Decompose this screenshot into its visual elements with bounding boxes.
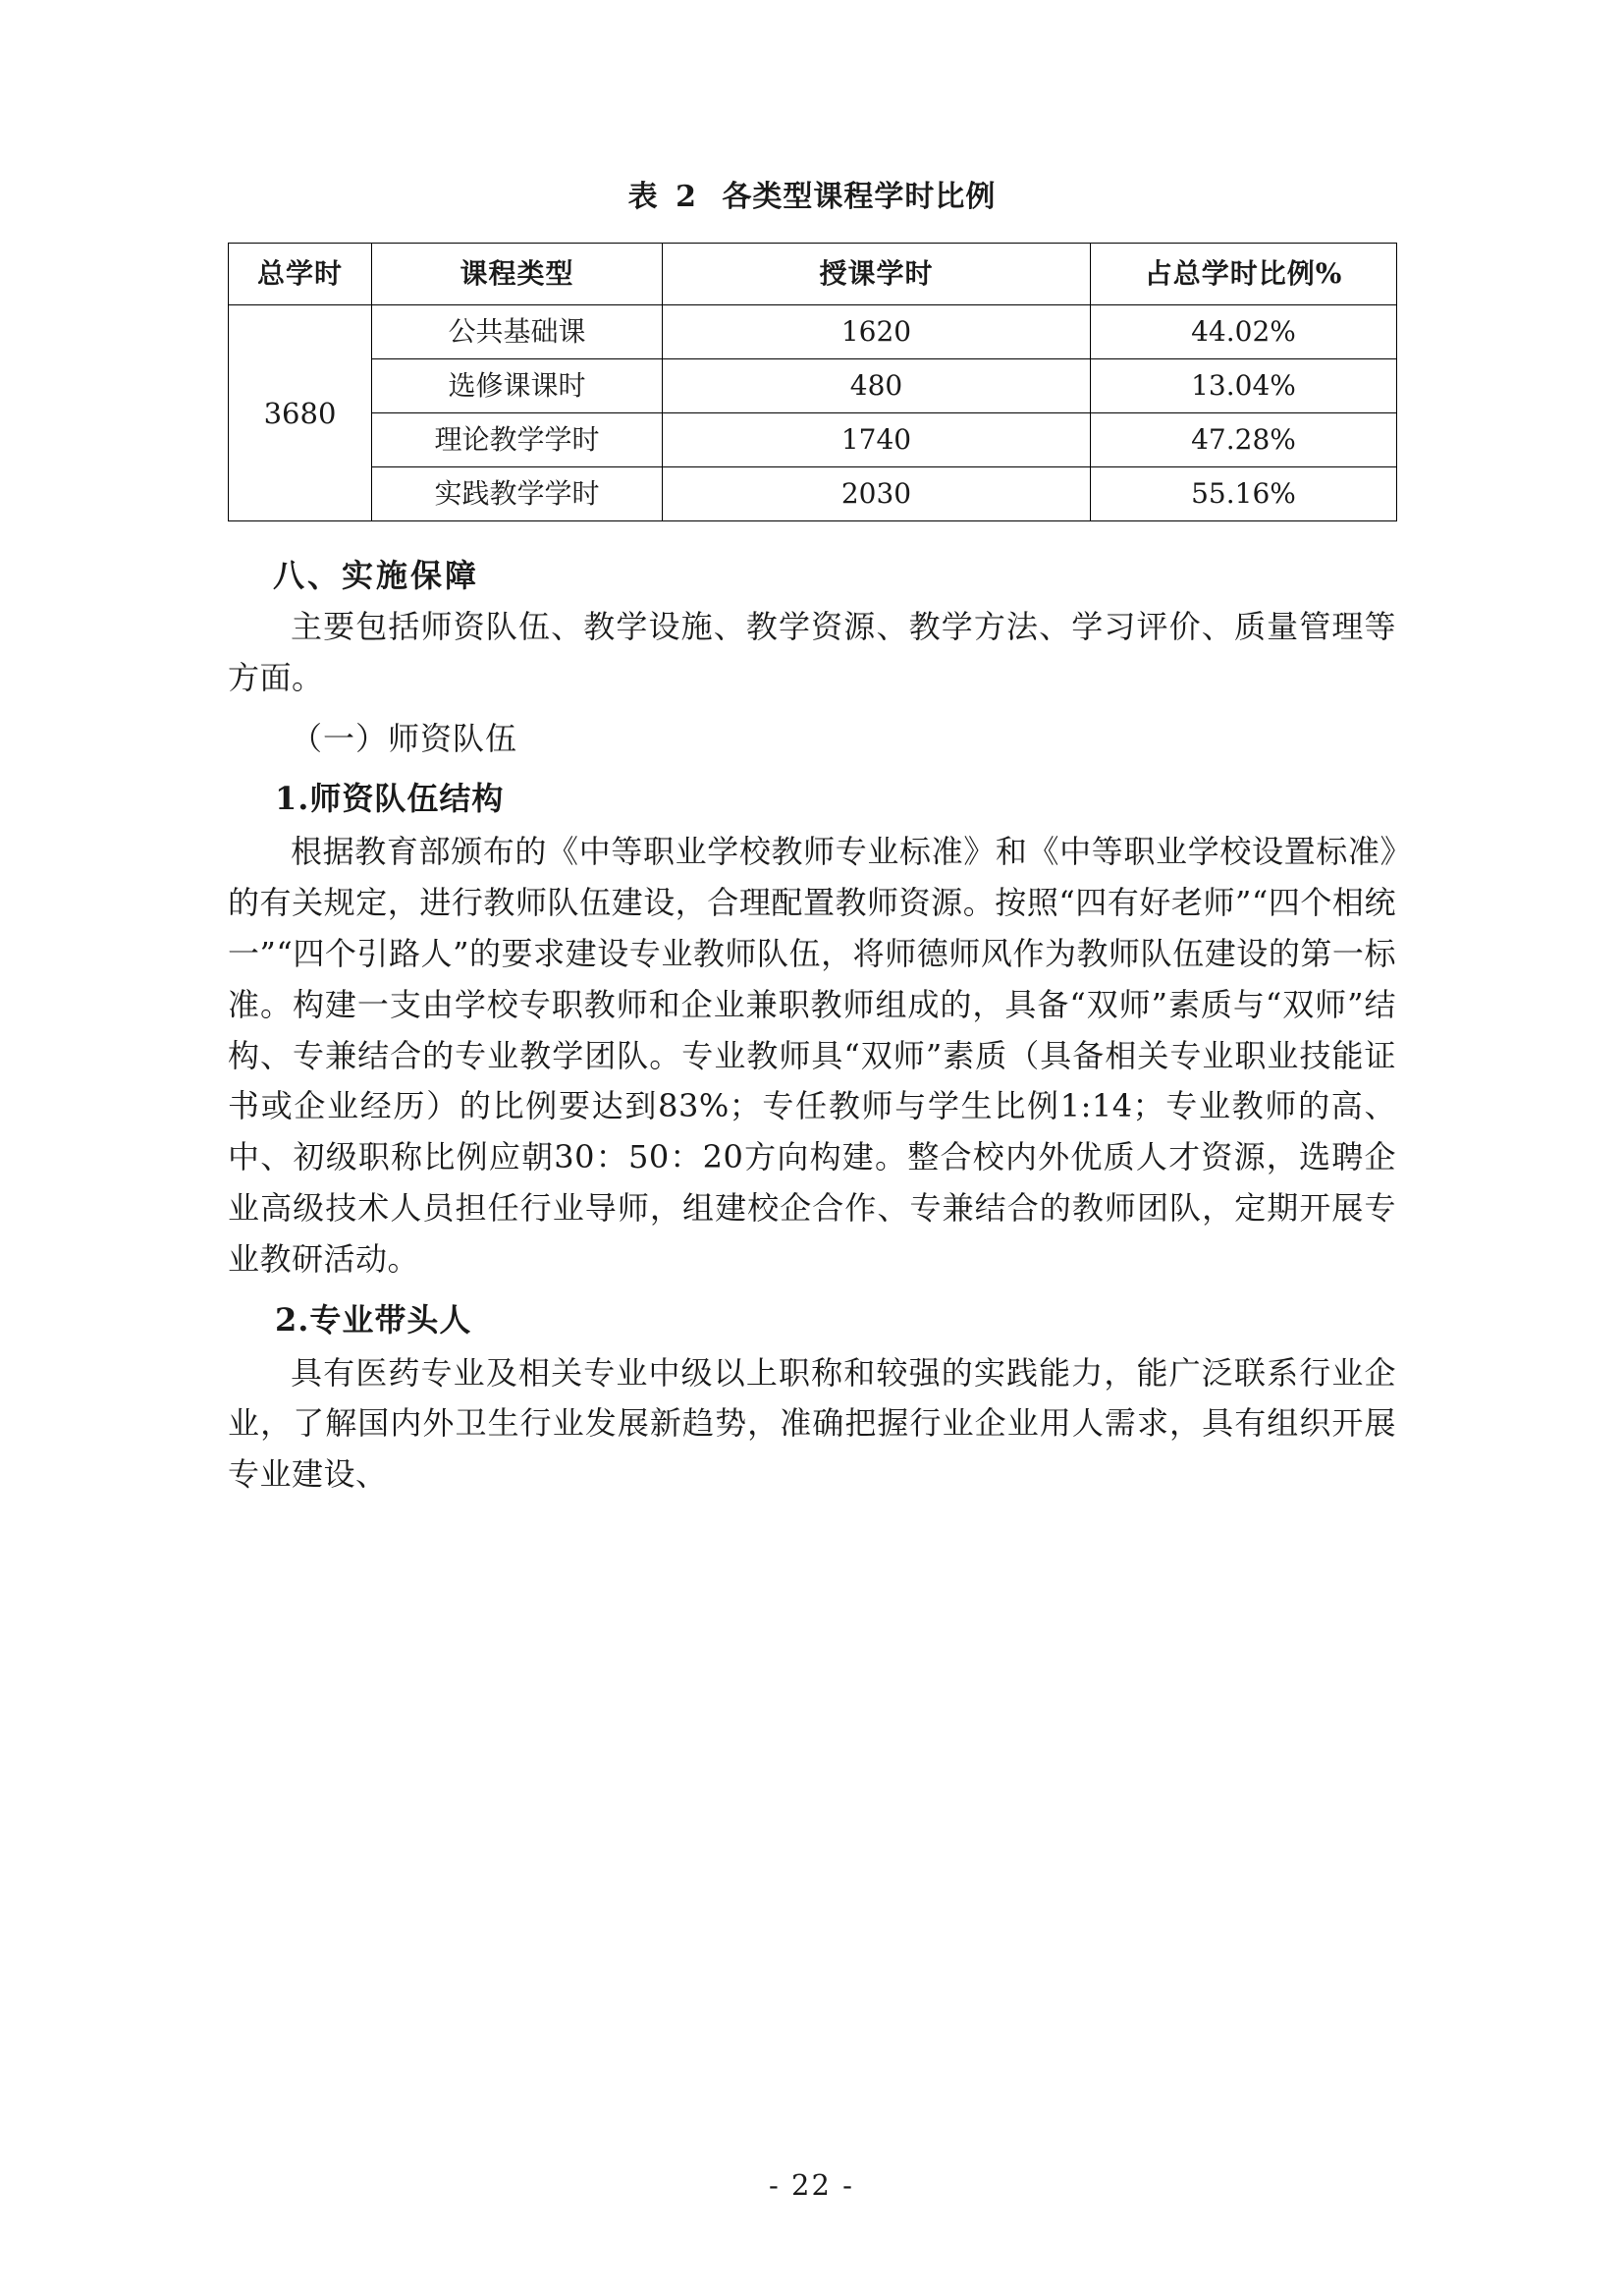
header-teaching-hours: 授课学时 (663, 244, 1091, 305)
cell-percent: 55.16% (1091, 467, 1397, 521)
header-total-hours: 总学时 (229, 244, 372, 305)
cell-course-type: 选修课课时 (372, 359, 663, 413)
item-heading-program-leader: 2.专业带头人 (275, 1300, 472, 1339)
table-row (229, 413, 1397, 467)
cell-percent: 13.04% (1091, 359, 1397, 413)
cell-hours: 1620 (663, 305, 1091, 359)
table-caption-number: 2 (676, 180, 697, 214)
header-course-type: 课程类型 (372, 244, 663, 305)
paragraph-faculty-structure: 根据教育部颁布的《中等职业学校教师专业标准》和《中等职业学校设置标准》的有关规定，进行教师队伍建设，合理配置教师资源。按照“四有好老师”“四个相统一”“四个引路人”的要求建设专业教师队伍，将师德师风作为教师队伍建设的第一标准。构建一支由学校专职教师和企业兼职教师组成的，具备“双师”素质与“双师”结构、专兼结合的专业教学团队。专业教师具“双师”素质（具备相关专业职业技能证书或企业经历）的比例要达到83%；专任教师与学生比例1:14；专业教师的高、中、初级职称比例应朝30：50：20方向构建。整合校内外优质人才资源，选聘企业高级技术人员担任行业导师，组建校企合作、专兼结合的教师团队，定期开展专业教研活动。 (228, 833, 1396, 1278)
paragraph-program-leader: 具有医药专业及相关专业中级以上职称和较强的实践能力，能广泛联系行业企业，了解国内外卫生行业发展新趋势，准确把握行业企业用人需求，具有组织开展专业建设、 (228, 1353, 1396, 1494)
section-heading: 八、实施保障 (273, 557, 480, 594)
cell-course-type: 实践教学学时 (372, 467, 663, 521)
cell-hours: 1740 (663, 413, 1091, 467)
cell-hours: 2030 (663, 467, 1091, 521)
cell-hours: 480 (663, 359, 1091, 413)
course-hours-table (228, 243, 1397, 521)
cell-percent: 44.02% (1091, 305, 1397, 359)
table-row (229, 467, 1397, 521)
paragraph-overview: 主要包括师资队伍、教学设施、教学资源、教学方法、学习评价、质量管理等方面。 (228, 608, 1396, 696)
cell-percent: 47.28% (1091, 413, 1397, 467)
page-number: - 22 - (769, 2168, 854, 2202)
cell-course-type: 理论教学学时 (372, 413, 663, 467)
table-row (229, 359, 1397, 413)
table-row (229, 305, 1397, 359)
cell-total-hours: 3680 (229, 305, 372, 521)
item-heading-faculty-structure: 1.师资队伍结构 (275, 780, 505, 818)
subsection-heading-faculty: （一）师资队伍 (291, 719, 518, 757)
table-caption (228, 172, 1396, 215)
table-caption-title: 各类型课程学时比例 (722, 180, 997, 214)
table-caption-prefix: 表 (627, 180, 659, 214)
cell-course-type: 公共基础课 (372, 305, 663, 359)
header-percent-of-total: 占总学时比例% (1091, 244, 1397, 305)
table-header-row (229, 244, 1397, 305)
page-content (228, 172, 1396, 1503)
